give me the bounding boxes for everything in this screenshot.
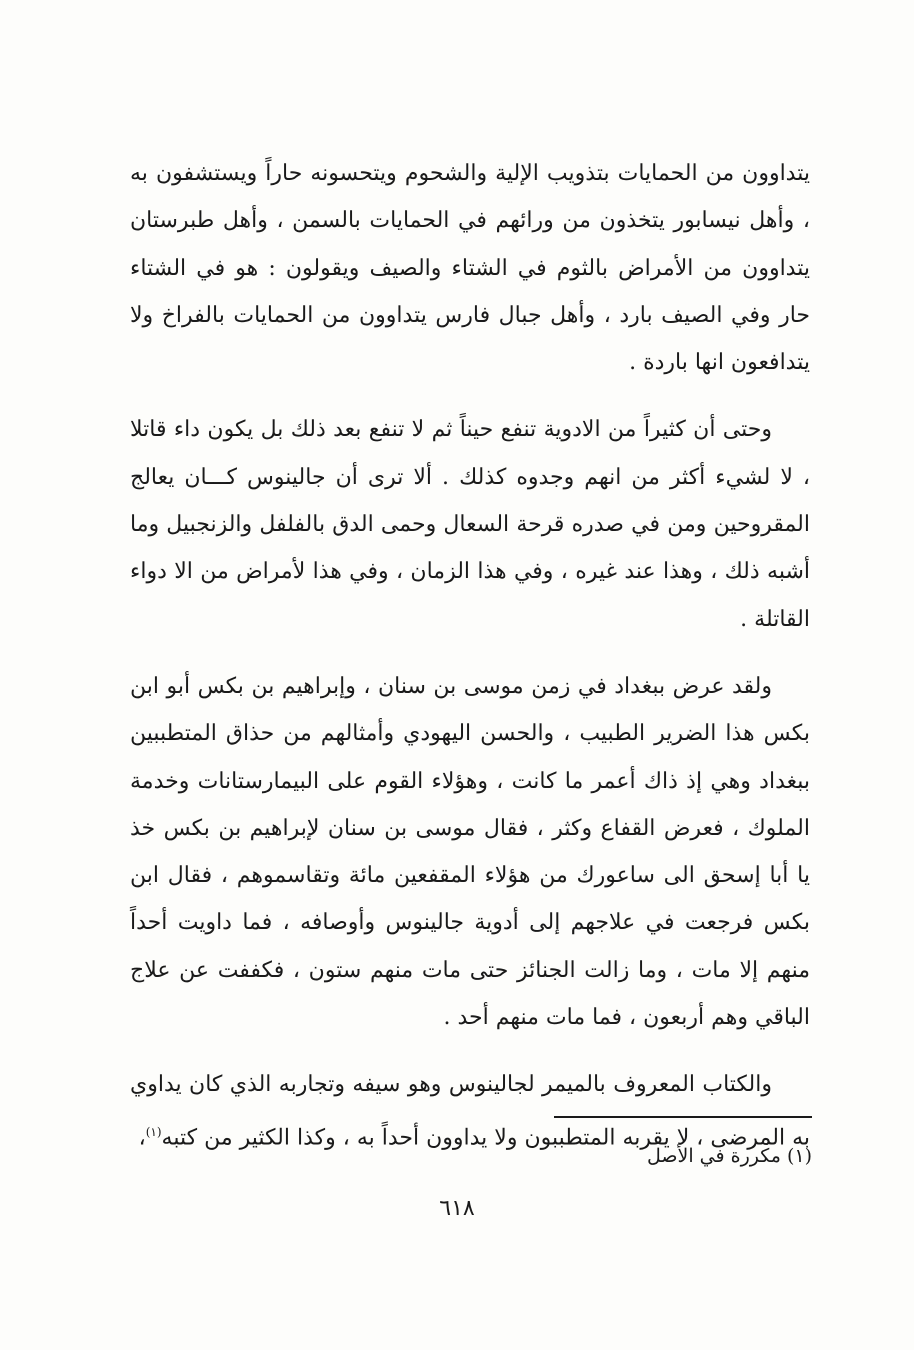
footnote-divider [554, 1116, 812, 1118]
paragraph-1: يتداوون من الحمايات بتذويب الإلية والشحوم ويتحسونه حاراً ويستشفون به ، وأهل نيسابور يتخذون من ورائهم في الحمايات بالسمن ، وأهل طبرستان يتداوون من الأمراض بالثوم في الشتاء والصيف ويقولون : هو في الشتاء حار وفي الصيف بارد ، وأهل جبال فارس يتداوون من الحمايات بالفراخ ولا يتدافعون انها باردة . [130, 161, 810, 376]
footnote: (١) مكررة في الأصل [646, 1145, 812, 1167]
page-number: ٦١٨ [439, 1196, 475, 1221]
paragraph-2: وحتى أن كثيراً من الادوية تنفع حيناً ثم لا تنفع بعد ذلك بل يكون داء قاتلا ، لا لشيء أكثر من انهم وجدوه كذلك . ألا ترى أن جالينوس كـــان يعالج المقروحين ومن في صدره قرحة السعال وحمى الدق بالفلفل والزنجبيل وما أشبه ذلك ، وهذا عند غيره ، وفي هذا الزمان ، وفي هذا لأمراض من الا دواء القاتلة . [130, 417, 810, 632]
paragraph-4-end: ، [138, 1124, 146, 1150]
footnote-reference: (١) [145, 1124, 162, 1139]
paragraph-3: ولقد عرض ببغداد في زمن موسى بن سنان ، وإبراهيم بن بكس أبو ابن بكس هذا الضرير الطبيب ، والحسن اليهودي وأمثالهم من حذاق المتطببين ببغداد وهي إذ ذاك أعمر ما كانت ، وهؤلاء القوم على البيمارستانات وخدمة الملوك ، فعرض القفاع وكثر ، فقال موسى بن سنان لإبراهيم بن بكس خذ يا أبا إسحق الى ساعورك من هؤلاء المقفعين مائة وتقاسموهم ، فقال ابن بكس فرجعت في علاجهم إلى أدوية جالينوس وأوصافه ، فما داويت أحداً منهم إلا مات ، وما زالت الجنائز حتى مات منهم ستون ، فكففت عن علاج الباقي وهم أربعون ، فما مات منهم أحد . [130, 673, 810, 1031]
paragraph-4-text: والكتاب المعروف بالميمر لجالينوس وهو سيفه وتجاربه الذي كان يداوي به المرضى ، لا يقربه المتطببون ولا يداوون أحداً به ، وكذا الكثير من كتبه [130, 1072, 810, 1150]
body-text [130, 150, 810, 1181]
